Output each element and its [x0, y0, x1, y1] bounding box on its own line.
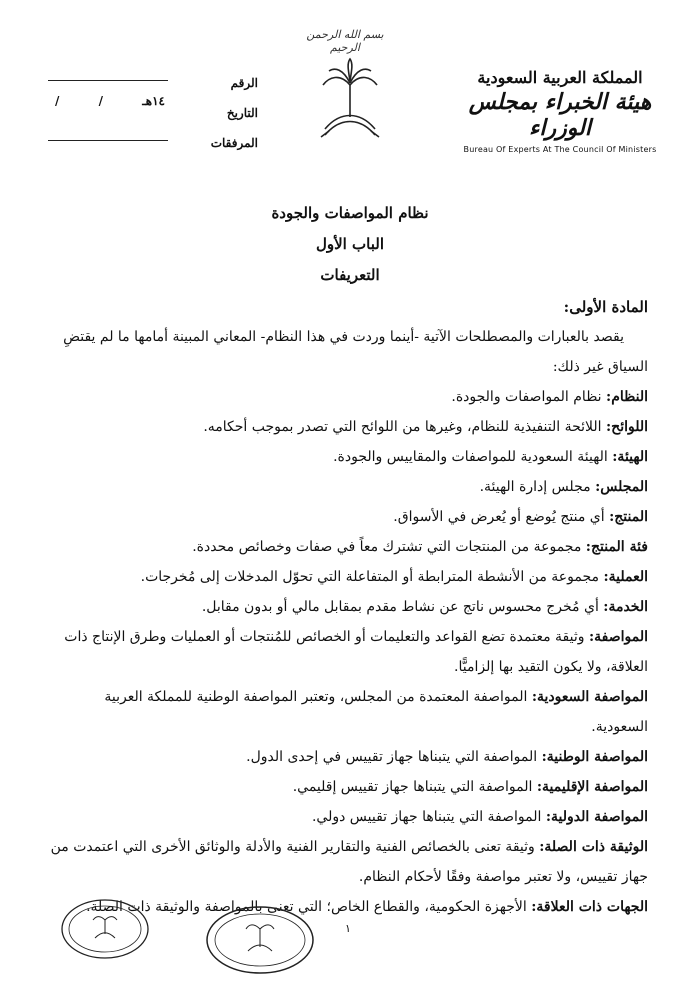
date-sep-1: / — [98, 94, 104, 108]
definition-term: الهيئة: — [612, 449, 648, 465]
article-heading: المادة الأولى: — [563, 298, 648, 316]
definition-text: المواصفة المعتمدة من المجلس، وتعتبر المواصفة الوطنية للمملكة العربية السعودية. — [104, 689, 648, 735]
date-label: التاريخ — [226, 106, 258, 120]
definition-term: المنتج: — [609, 509, 648, 525]
definition-item — [48, 442, 648, 472]
definition-item — [48, 622, 648, 682]
definition-text: الأجهزة الحكومية، والقطاع الخاص؛ التي تعنى بالمواصفة والوثيقة ذات الصلة. — [86, 899, 532, 915]
definition-term: المواصفة الوطنية: — [541, 749, 648, 765]
definition-item — [48, 802, 648, 832]
definition-term: المواصفة الدولية: — [545, 809, 648, 825]
definition-text: المواصفة التي يتبناها جهاز تقييس دولي. — [311, 809, 546, 825]
date-hijri-suffix: ١٤هـ — [142, 94, 165, 108]
bureau-name-arabic: هيئة الخبراء بمجلس الوزراء — [468, 89, 652, 141]
kingdom-name: المملكة العربية السعودية — [477, 68, 643, 87]
document-titles — [0, 198, 700, 291]
definition-item — [48, 682, 648, 742]
definition-term: المواصفة الإقليمية: — [536, 779, 648, 795]
article-intro: يقصد بالعبارات والمصطلحات الآتية -أينما وردت في هذا النظام- المعاني المبينة أمامها ما لم يقتضِ السياق غير ذلك: — [63, 329, 648, 375]
definition-item — [48, 382, 648, 412]
saudi-emblem-icon — [315, 55, 385, 145]
definition-term: فئة المنتج: — [585, 539, 648, 555]
definition-text: أي منتج يُوضع أو يُعرض في الأسواق. — [393, 509, 610, 525]
definition-text: الهيئة السعودية للمواصفات والمقاييس والجودة. — [333, 449, 613, 465]
definition-text: مجموعة من الأنشطة المترابطة أو المتفاعلة التي تحوّل المدخلات إلى مُخرجات. — [140, 569, 604, 585]
issuer-header — [460, 68, 660, 154]
definition-term: النظام: — [606, 389, 648, 405]
date-sep-2: / — [55, 94, 60, 108]
definition-text: المواصفة التي يتبناها جهاز تقييس في إحدى الدول. — [246, 749, 542, 765]
attachments-label: المرفقات — [210, 136, 258, 150]
definition-item — [48, 502, 648, 532]
definition-term: المجلس: — [595, 479, 648, 495]
basmala-calligraphy: بسم الله الرحمن الرحيم — [306, 28, 384, 54]
bureau-seal-icon — [205, 905, 315, 975]
definition-text: المواصفة التي يتبناها جهاز تقييس إقليمي. — [292, 779, 537, 795]
definition-text: أي مُخرج محسوس ناتج عن نشاط مقدم بمقابل مالي أو بدون مقابل. — [201, 599, 604, 615]
definition-term: الجهات ذات العلاقة: — [531, 899, 648, 915]
secretariat-seal-icon — [60, 898, 150, 960]
definition-item — [48, 562, 648, 592]
definition-item — [48, 832, 648, 892]
section-title: التعريفات — [320, 266, 380, 284]
definition-item — [48, 412, 648, 442]
definition-term: العملية: — [603, 569, 648, 585]
law-title: نظام المواصفات والجودة — [271, 204, 429, 222]
definition-text: مجموعة من المنتجات التي تشترك معاً في صفات وخصائص محددة. — [192, 539, 586, 555]
definition-text: نظام المواصفات والجودة. — [451, 389, 607, 405]
definition-text: اللائحة التنفيذية للنظام، وغيرها من اللوائح التي تصدر بموجب أحكامه. — [203, 419, 606, 435]
date-value — [55, 94, 165, 108]
page-number: ١ — [345, 922, 351, 935]
attachments-line — [48, 140, 168, 141]
definition-term: اللوائح: — [605, 419, 648, 435]
definition-text: مجلس إدارة الهيئة. — [479, 479, 596, 495]
definition-item — [48, 472, 648, 502]
definition-term: الوثيقة ذات الصلة: — [539, 839, 648, 855]
definition-term: المواصفة: — [588, 629, 648, 645]
definition-item — [48, 772, 648, 802]
document-body — [48, 292, 648, 922]
ref-number-line — [48, 80, 168, 81]
chapter-title: الباب الأول — [315, 235, 385, 253]
bureau-name-english: Bureau Of Experts At The Council Of Ministers — [463, 145, 657, 154]
ref-number-label: الرقم — [230, 76, 258, 90]
definition-item — [48, 532, 648, 562]
definition-item — [48, 592, 648, 622]
definition-text: وثيقة معتمدة تضع القواعد والتعليمات أو الخصائص للمُنتجات أو العمليات وطرق الإنتاج ذات العلاقة، ولا يكون التقيد بها إلزاميًّا. — [64, 629, 648, 675]
definition-term: المواصفة السعودية: — [531, 689, 648, 705]
definition-item — [48, 742, 648, 772]
reference-fields — [168, 68, 258, 158]
definition-text: وثيقة تعنى بالخصائص الفنية والتقارير الفنية والأدلة والوثائق الأخرى التي اعتمدت من جهاز تقييس، ولا تعتبر مواصفة وفقًا لأحكام النظام. — [50, 839, 648, 885]
definition-term: الخدمة: — [603, 599, 648, 615]
